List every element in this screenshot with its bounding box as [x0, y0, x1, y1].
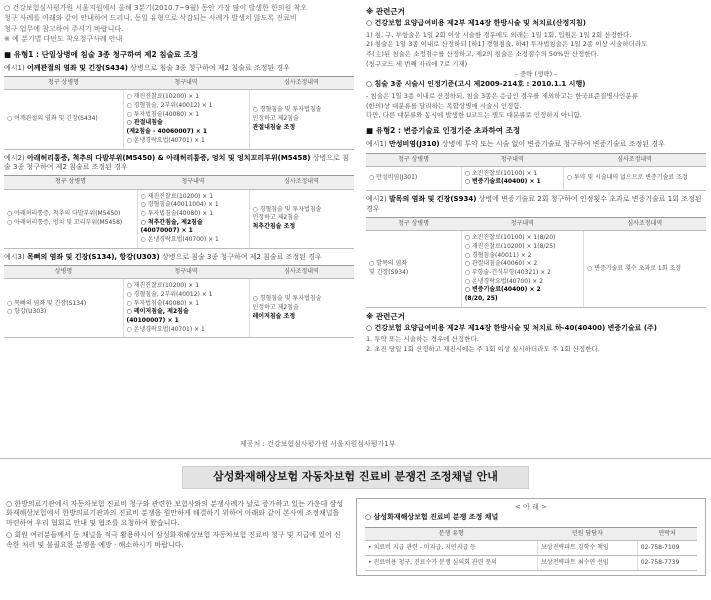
claim-item: ○ 관절내침술(40060) × 2 — [464, 260, 538, 268]
result-cell — [249, 90, 354, 149]
notice-text — [6, 500, 346, 553]
col-header: 청구 상병명 — [366, 218, 461, 231]
example-desc: 상병에 투약 또는 시술 없이 변증기술료 청구하여 변증기술료 조정된 경우 — [441, 140, 665, 149]
col-header: 청구내역 — [461, 153, 563, 166]
claim-item: ○ 경혈침술, 2부위(40012) × 1 — [126, 290, 213, 298]
basis-title: ※ 관련근거 — [366, 311, 405, 321]
example-prefix: 예시1) — [366, 140, 387, 149]
basis-line: 2. 초진 당일 1회 산정하고 재진시에는 주 1회 이상 실시하더라도 주 1회 산정한다. — [366, 344, 600, 353]
result-line: 인정하고 제2침술 — [252, 115, 299, 123]
claim-item: ○ 초진진찰료(10100) × 1(8/20) — [464, 234, 556, 242]
result-line: 인정하고 제2침술 — [252, 303, 299, 311]
type2-example1-table — [366, 153, 706, 191]
phone-cell: 02-758-7109 — [637, 540, 697, 555]
contact-person-cell: 보상전략파트 김학수 책임 — [538, 540, 638, 555]
result-cell: ○ 투약 및 시술내역 없으므로 변증기술료 조정 — [563, 166, 706, 190]
result-cell — [249, 279, 354, 338]
claim-item: ○ 온냉경락요법(40701) × 1 — [126, 136, 205, 144]
section-divider — [0, 458, 711, 459]
basis-line: 1) 침, 구, 부항술은 1일 2회 이상 시술한 경우에도 외래는 1일 1회, 입원은 1일 2회 산정한다. — [366, 30, 632, 39]
claim-item: ○ 투자법침술(40080) × 1 — [126, 299, 200, 307]
col-header: 심사조정내역 — [249, 176, 354, 189]
basis-line: 주(主)된 침술은 소정점수를 산정하고, 제2의 침술은 소정점수의 50%만 산정한다. — [366, 50, 599, 59]
result-line: ○ 경혈침술 및 투자법침술 — [252, 205, 322, 213]
diagnosis-line: ○ 아래허리통증, 엉치 및 꼬리부위(M5458) — [7, 218, 123, 226]
col-header: 청구내역 — [123, 266, 249, 279]
claim-item: (8/20, 25) — [464, 294, 498, 302]
example-diagnosis: 발목의 염좌 및 긴장(S934) — [388, 195, 477, 204]
claim-item: (제2침술 - 40060007) × 1 — [126, 128, 207, 136]
type1-example2-caption — [4, 154, 354, 173]
claim-item: ○ 관절내침술 — [126, 119, 163, 127]
banner-wrap — [0, 466, 711, 489]
col-header: 민원 담당자 — [538, 527, 638, 540]
contact-person-cell: 보상전략파트 최수연 선임 — [538, 556, 638, 571]
intro-line: 청구 업무에 참고하여 주시기 바랍니다. — [4, 24, 124, 33]
claim-cell — [123, 279, 249, 338]
claim-cell — [461, 166, 563, 190]
result-line: 관절내침술 조정 — [252, 123, 296, 131]
basis-title: ※ 관련근거 — [366, 7, 405, 16]
claim-item: ○ 재진진찰료(10200) × 1 — [140, 192, 214, 200]
claim-cell — [123, 90, 249, 149]
example-prefix: 예시3) — [4, 252, 25, 261]
type1-heading: ■ 유형1 : 단일상병에 침술 3종 청구하여 제2 침술료 조정 — [4, 49, 199, 59]
left-column — [4, 4, 354, 342]
col-header: 청구 상병명 — [4, 176, 137, 189]
claim-cell — [461, 231, 583, 308]
col-header: 심사조정내역 — [584, 218, 706, 231]
table-row — [366, 166, 706, 190]
table-row — [4, 189, 354, 248]
claim-item: ○ 레이저침술, 제2침술 — [126, 308, 189, 316]
table-row — [365, 540, 697, 555]
claim-item: ○ 투자법침술(40080) × 1 — [126, 110, 200, 118]
diagnosis-line: ○ 아래허리통증, 척추의 다발부위(M5450) — [7, 209, 121, 217]
basis-subtitle: ○ 침술 3종 시술시 인정기준(고시 제2009-214호 : 2010.1.1 시행) — [366, 80, 586, 89]
claim-item: (40100007) × 1 — [126, 316, 179, 324]
example-desc: 상병으로 침술 3종 청구하여 제2 침술료 조정된 경우 — [161, 252, 322, 261]
basis-line: (한의)상 대분류를 달리하는 복합상병에 시술시 인정함. — [366, 101, 522, 110]
result-cell — [249, 189, 354, 248]
example-diagnosis: 어깨관절의 염좌 및 긴장(S434) — [26, 63, 128, 72]
example-desc: 상병으로 침술 3종 청구하여 제2 침술료 조정된 경우 — [130, 63, 290, 72]
contact-title: ○ 삼성화재해상보험 진료비 분쟁 조정 채널 — [365, 513, 499, 522]
basis-line: - 중략 (생략) - — [515, 69, 557, 78]
basis-line: - 침술은 1일 3종 이내로 산정하되, 침술 3종은 응급인 경우를 제외하고는 한국표준질병사인분류 — [366, 91, 638, 100]
contact-table — [365, 527, 697, 571]
contact-label: < 아 래 > — [515, 503, 547, 511]
col-header: 청구 상병명 — [366, 153, 461, 166]
result-line: 레이저침술 조정 — [252, 312, 296, 320]
col-header: 심사조정내역 — [249, 77, 354, 90]
claim-item: ○ 온냉경락요법(40700) × 2 — [464, 277, 544, 285]
result-line: 척추간침술 조정 — [252, 222, 296, 230]
basis-subtitle: ○ 건강보험 요양급여비용 제2부 제14장 한방시술 및 처치료 하-40(40400) 변증기술료 (주) — [366, 323, 657, 332]
col-header: 연락처 — [637, 527, 697, 540]
claim-item: ○ 투자법침술(40080) × 1 — [140, 209, 214, 217]
basis-line: 다만, 다른 대분류와 동시에 발생한 U코드는 별도 대분류로 인정하지 아니함. — [366, 111, 582, 120]
diagnosis-cell: ○ 어깨관절의 염좌 및 긴장(S434) — [4, 90, 123, 149]
example-desc: 상병에 변증기술료 2회 청구하여 인정횟수 초과로 변증기술료 1회 조정된 경우 — [366, 195, 702, 213]
example-diagnosis: 아래허리통증, 척추의 다발부위(M5450) & 아래허리통증, 엉치 및 엉치꼬리부위(M5458) — [26, 153, 311, 162]
claim-item: (40070007) × 1 — [140, 227, 193, 235]
col-header: 청구내역 — [123, 77, 249, 90]
basis-line: 1. 투약 또는 시술하는 경우에 산정한다. — [366, 335, 479, 344]
claim-item: ○ 척추간침술, 제2침술 — [140, 218, 203, 226]
col-header: 심사조정내역 — [249, 266, 354, 279]
table-row — [4, 279, 354, 338]
basis-subtitle: ○ 건강보험 요양급여비용 제2부 제14장 한방시술 및 처치료(산정지침) — [366, 19, 586, 28]
type1-example2-table — [4, 175, 354, 248]
diagnosis-cell: ○ 만성비염(J301) — [366, 166, 461, 190]
type2-example2-caption — [366, 195, 706, 214]
diagnosis-line: 및 긴장(S934) — [369, 268, 409, 276]
notice-paragraph: ○ 한방의료기관에서 자동차보험 진료비 청구와 관련한 보험사와의 분쟁사례가 날로 증가하고 있는 가운데 삼성화재해상보험에서 한방의료기관과의 진료비 분쟁을 원만하게 해결하기 위하여 아래와 같이 본사에 조정채널을 마련하여 우리 협회로 안내 및 협조를 요청하여 왔습니다. — [6, 500, 344, 527]
diagnosis-line: ○ 목뼈의 염좌 및 긴장(S134) — [7, 299, 87, 307]
claim-item: ○ 경혈침술(40011004) × 1 — [140, 201, 219, 209]
diagnosis-cell — [366, 231, 461, 308]
basis2 — [366, 312, 706, 354]
contact-box — [356, 498, 706, 576]
col-header: 심사조정내역 — [563, 153, 706, 166]
type2-heading: ■ 유형2 : 변증기술료 인정기준 초과하여 조정 — [366, 126, 521, 136]
diagnosis-cell — [4, 189, 137, 248]
result-line: ○ 경혈침술 및 투자법침술 — [252, 295, 322, 303]
basis1 — [366, 7, 706, 120]
claim-item: ○ 변증기술료(40400) × 2 — [464, 286, 541, 294]
claim-item: ○ 온냉경락요법(40700) × 1 — [140, 235, 219, 243]
type2-example1-caption — [366, 140, 706, 149]
table-row — [365, 556, 697, 571]
claim-item: ○ 경혈침술(40011) × 2 — [464, 251, 532, 259]
table-row — [366, 231, 706, 308]
claim-item: ○ 재진진찰료(10200) × 1(8/25) — [464, 242, 556, 250]
col-header: 상병명 — [4, 266, 123, 279]
diagnosis-cell — [4, 279, 123, 338]
right-column — [366, 4, 706, 355]
example-prefix: 예시2) — [366, 195, 387, 204]
example-prefix: 예시1) — [4, 63, 25, 72]
result-cell: ○ 변증기술료 횟수 초과로 1회 조정 — [584, 231, 706, 308]
col-header: 분쟁 유형 — [365, 527, 538, 540]
intro — [4, 4, 354, 45]
diagnosis-line: ○ 발목의 염좌 — [369, 260, 408, 268]
claim-item: ○ 부항술-건식부항(40321) × 2 — [464, 268, 551, 276]
basis-line: (청구코드 세 번째 자리에 7로 기재) — [366, 59, 468, 68]
example-diagnosis: 목뼈의 염좌 및 긴장(S134), 항강(U303) — [26, 252, 160, 261]
type1-example1-caption — [4, 64, 354, 73]
claim-item: ○ 경혈침술, 2부위(40012) × 1 — [126, 102, 213, 110]
banner-title: 삼성화재해상보험 자동차보험 진료비 분쟁건 조정채널 안내 — [182, 466, 529, 489]
example-diagnosis: 만성비염(J310) — [388, 140, 440, 149]
basis-line: 2) 침술은 1일 3종 이내로 산정하되 [하1] 경혈침술, 하4] 투자법침술은 1일 2종 이상 시술하더라도 — [366, 40, 648, 49]
claim-item: ○ 온냉경락요법(40701) × 1 — [126, 325, 205, 333]
intro-line: 청구 사례를 아래와 같이 안내하여 드리니, 동일 유형으로 삭감되는 사례가 발생치 않도록 진료비 — [4, 14, 297, 23]
phone-cell: 02-758-7739 — [637, 556, 697, 571]
col-header: 청구 상병명 — [4, 77, 123, 90]
table-row — [4, 90, 354, 149]
result-line: ○ 경혈침술 및 투자법침술 — [252, 106, 322, 114]
example-prefix: 예시2) — [4, 153, 25, 162]
claim-item: ○ 초진진찰료(10100) × 1 — [464, 169, 538, 177]
notice-paragraph: ○ 회원 여러분들께서 동 채널을 적극 활용하시어 삼성화재해상보험 자동차보험 진료비 청구 및 지급에 있어 신속한 처리 및 불필요한 분쟁을 예방 · 해소하시기 바랍니다. — [6, 531, 341, 549]
type2-example2-table — [366, 217, 706, 308]
result-line: 인정하고 제2침술 — [252, 214, 299, 222]
col-header: 청구내역 — [461, 218, 583, 231]
claim-item: ○ 재진진찰료(10200) × 1 — [126, 282, 200, 290]
claim-item: ○ 변증기술료(40400) × 1 — [464, 178, 541, 186]
type1-example3-caption — [4, 253, 354, 262]
dispute-type-cell: • 치료비 지급 관련 - 미지급, 지연지급 등 — [365, 540, 538, 555]
col-header: 청구내역 — [137, 176, 249, 189]
source-credit: 제공처 : 건강보험심사평가원 서울지원심사평가1부 — [240, 440, 396, 448]
intro-note: ※ 예 분기별 다빈도 착오청구사례 안내 — [4, 35, 123, 44]
example-desc: 상병으로 침술 3종 청구하여 제2 침술료 조정된 경우 — [4, 153, 349, 171]
claim-cell — [137, 189, 249, 248]
intro-line: ○ 건강보험심사평가원 서울지원에서 올해 3분기(2010.7~9월) 동안 가장 많이 발생한 한의원 착오 — [4, 4, 307, 12]
diagnosis-line: ○ 항강(U303) — [7, 308, 47, 316]
type1-example3-table — [4, 265, 354, 338]
type1-example1-table — [4, 76, 354, 149]
claim-item: ○ 재진진찰료(10200) × 1 — [126, 93, 200, 101]
dispute-type-cell: • 진료비용 청구, 진료수가 분쟁 심의회 관련 문의 — [365, 556, 538, 571]
